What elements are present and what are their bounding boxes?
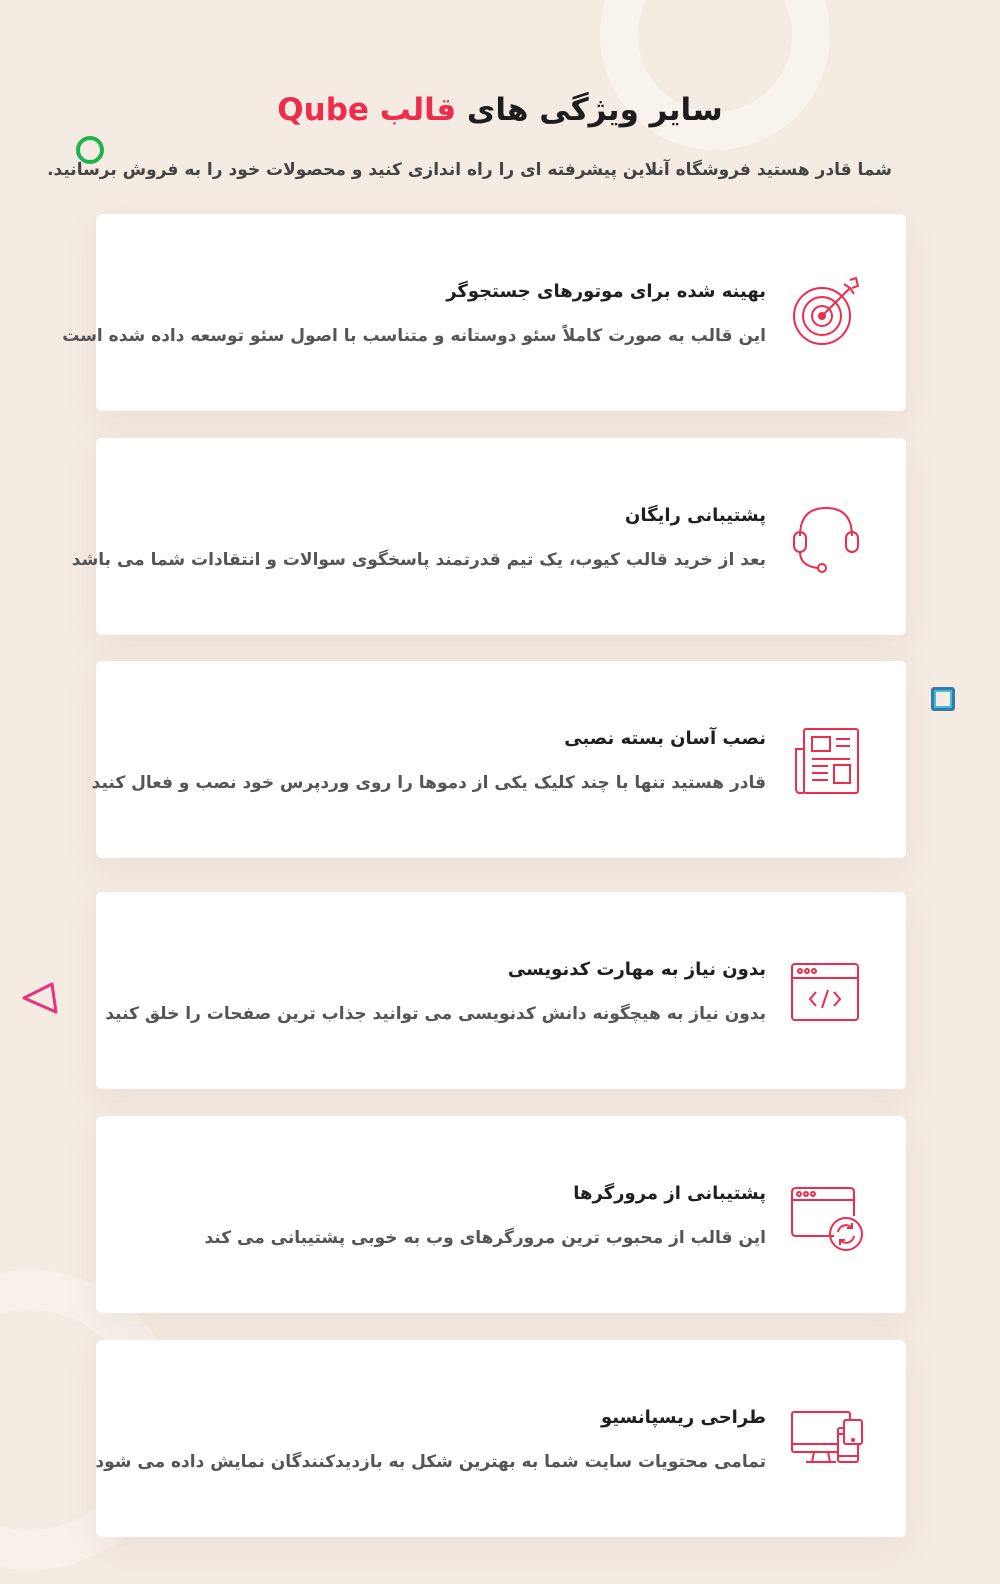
newspaper-icon	[786, 719, 866, 799]
feature-card-no-code	[96, 892, 906, 1089]
feature-title: بهینه شده برای موتورهای جستجوگر	[446, 281, 766, 302]
feature-title: پشتیبانی از مرورگرها	[573, 1183, 766, 1204]
feature-card-responsive	[96, 1340, 906, 1537]
feature-description: تمامی محتویات سایت شما به بهترین شکل به بازدیدکنندگان نمایش داده می شود	[95, 1452, 766, 1472]
feature-card-seo	[62, 214, 906, 411]
page-subtitle: شما قادر هستید فروشگاه آنلاین پیشرفته ای را راه اندازی کنید و محصولات خود را به فروش برسانید.	[47, 160, 892, 180]
feature-title: پشتیبانی رایگان	[625, 505, 766, 526]
feature-card-browsers	[96, 1116, 906, 1313]
page-title	[0, 88, 1000, 132]
target-icon	[786, 272, 866, 352]
feature-description: این قالب به صورت کاملاً سئو دوستانه و متناسب با اصول سئو توسعه داده شده است	[62, 326, 766, 346]
feature-card-install	[91, 661, 906, 858]
code-window-icon	[786, 950, 866, 1030]
feature-title: نصب آسان بسته نصبی	[564, 728, 766, 749]
browser-sync-icon	[786, 1174, 866, 1254]
decorative-triangle	[20, 980, 60, 1016]
decorative-square	[931, 687, 955, 711]
headset-icon	[786, 496, 866, 576]
feature-card-support	[71, 438, 906, 635]
feature-title: طراحی ریسپانسیو	[600, 1407, 766, 1428]
feature-description: بدون نیاز به هیچگونه دانش کدنویسی می توانید جذاب ترین صفحات را خلق کنید	[105, 1004, 766, 1024]
feature-description: قادر هستید تنها با چند کلیک یکی از دموها را روی وردپرس خود نصب و فعال کنید	[91, 773, 766, 793]
title-main: سایر ویژگی های	[466, 92, 723, 128]
title-accent: قالب Qube	[277, 92, 457, 128]
feature-title: بدون نیاز به مهارت کدنویسی	[507, 959, 766, 980]
feature-description: بعد از خرید قالب کیوب، یک تیم قدرتمند پاسخگوی سوالات و انتقادات شما می باشد	[71, 550, 766, 570]
responsive-devices-icon	[786, 1398, 866, 1478]
feature-description: این قالب از محبوب ترین مرورگرهای وب به خوبی پشتیبانی می کند	[204, 1228, 766, 1248]
